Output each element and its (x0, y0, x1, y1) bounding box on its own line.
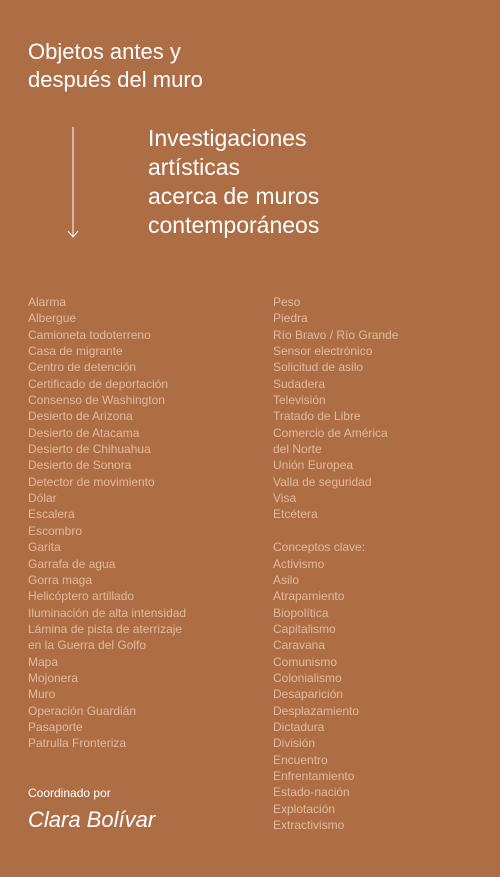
list-item: Desierto de Arizona (28, 409, 133, 424)
list-item: Alarma (28, 295, 67, 309)
concept-item: Desaparición (273, 687, 344, 702)
list-item: Desierto de Sonora (28, 458, 132, 473)
list-item: Tratado de Libre (273, 409, 361, 424)
concept-item: Enfrentamiento (273, 768, 355, 783)
list-item: Escombro (28, 523, 83, 538)
list-item: Mapa (28, 654, 59, 669)
concept-item: Extractivismo (273, 818, 345, 832)
concept-item: Conceptos clave: (273, 540, 366, 555)
list-item: Mojonera (28, 670, 79, 685)
list-item: Pasaporte (28, 719, 83, 734)
list-item: Certificado de deportación (28, 376, 169, 391)
list-item: Muro (28, 687, 56, 702)
list-item: Patrulla Fronteriza (28, 736, 127, 751)
concept-item: Asilo (273, 572, 300, 587)
list-item: del Norte (273, 442, 322, 457)
arrow-down-icon (66, 127, 80, 239)
list-item: Solicitud de asilo (273, 360, 364, 375)
list-item: Sudadera (273, 376, 326, 391)
concept-item: Explotación (273, 801, 336, 816)
list-item: Visa (273, 491, 297, 506)
list-item: Gorra maga (28, 572, 93, 587)
list-item: Etcétera (273, 507, 318, 522)
list-item: Peso (273, 295, 301, 309)
list-item: Río Bravo / Río Grande (273, 327, 399, 342)
list-item: Garita (28, 540, 61, 555)
list-item: Dólar (28, 491, 57, 506)
concept-item: Desplazamiento (273, 703, 360, 718)
cover-subtitle: Investigaciones artísticas acerca de muros contemporáneos (148, 125, 320, 238)
list-item: Sensor electrónico (273, 344, 373, 359)
list-item: Centro de detención (28, 360, 137, 375)
concept-item: Colonialismo (273, 670, 342, 685)
list-item: Operación Guardián (28, 703, 137, 718)
list-item: Escalera (28, 507, 75, 522)
concept-item: Caravana (273, 638, 326, 653)
list-item: Desierto de Chihuahua (28, 442, 151, 457)
objects-list-left (28, 294, 186, 752)
concept-item: Comunismo (273, 654, 338, 669)
cover-title: Objetos antes y después del muro (28, 39, 203, 92)
list-item: Helicóptero artillado (28, 589, 135, 604)
list-item: Comercio de América (273, 425, 388, 440)
concept-item: Biopolítica (273, 605, 329, 620)
list-item: Camioneta todoterreno (28, 327, 151, 342)
concept-item: Estado-nación (273, 785, 350, 800)
concept-item: Dictadura (273, 719, 325, 734)
list-spacer (273, 523, 398, 539)
list-item: Garrafa de agua (28, 556, 116, 571)
coordinator-label: Coordinado por (28, 786, 111, 800)
coordinator-name: Clara Bolívar (28, 807, 156, 832)
list-item: Albergue (28, 311, 77, 326)
list-item: Piedra (273, 311, 308, 326)
list-item: Desierto de Atacama (28, 425, 140, 440)
list-item: Detector de movimiento (28, 474, 155, 489)
concept-item: Atrapamiento (273, 589, 345, 604)
concept-item: Encuentro (273, 752, 328, 767)
list-item: Unión Europea (273, 458, 354, 473)
concept-item: Capitalismo (273, 621, 336, 636)
list-item: Valla de seguridad (273, 474, 372, 489)
list-item: Lámina de pista de aterrizaje (28, 621, 183, 636)
list-item: en la Guerra del Golfo (28, 638, 147, 653)
list-item: Consenso de Washington (28, 393, 165, 408)
objects-list-right (273, 294, 398, 833)
list-item: Televisión (273, 393, 326, 408)
concept-item: División (273, 736, 316, 751)
list-item: Casa de migrante (28, 344, 123, 359)
list-item: Iluminación de alta intensidad (28, 605, 187, 620)
concept-item: Activismo (273, 556, 325, 571)
